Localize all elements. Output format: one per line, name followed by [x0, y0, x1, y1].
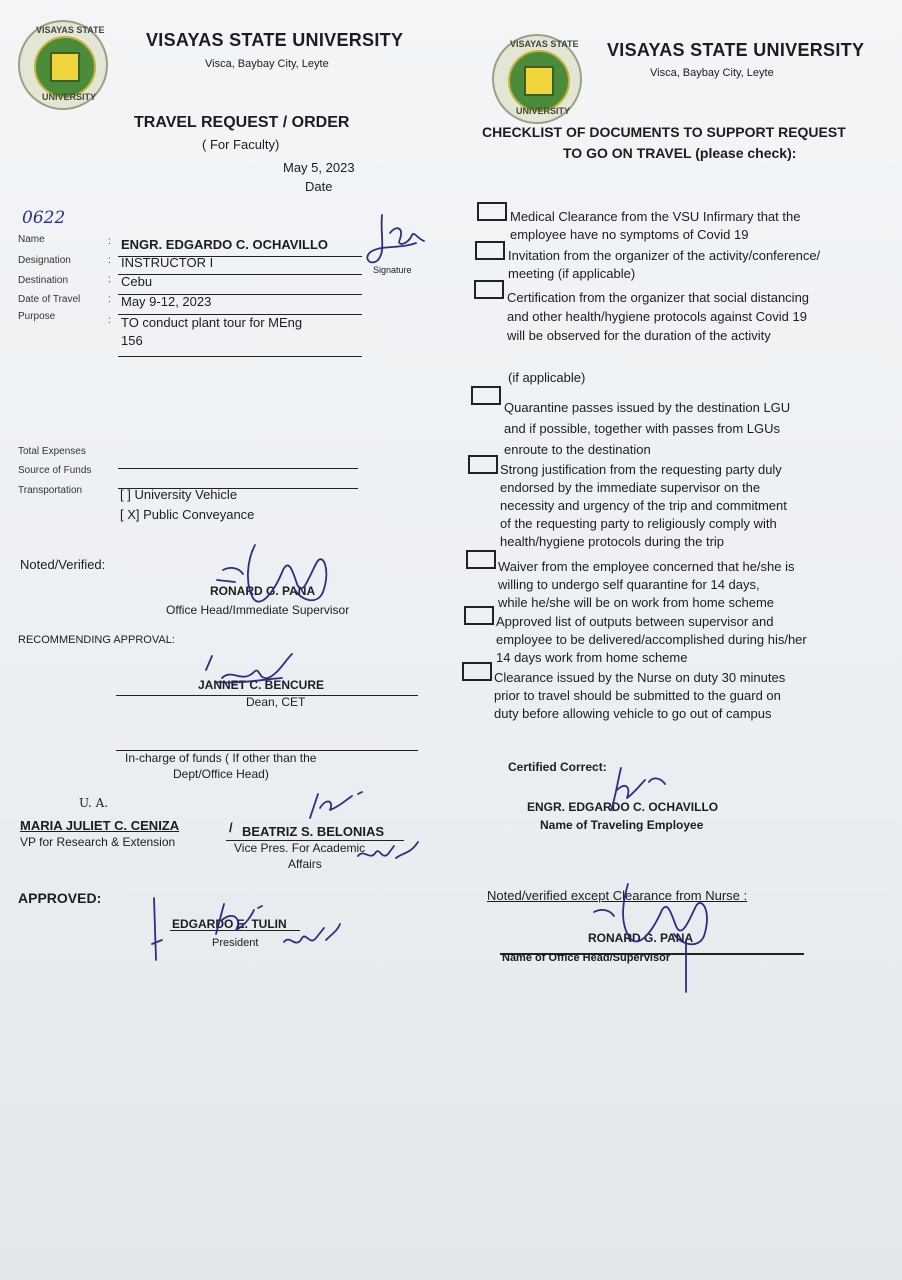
checkbox-strong-justification[interactable] [468, 455, 498, 474]
item-invitation [508, 247, 820, 283]
signature-label: Signature [373, 265, 412, 275]
dean-name: JANNET C. BENCURE [198, 678, 325, 692]
item-line: Waiver from the employee concerned that he/she is [498, 559, 795, 574]
checkbox-waiver[interactable] [466, 550, 496, 569]
transport-public-conveyance: [ X] Public Conveyance [120, 507, 255, 522]
noted-signature [205, 540, 340, 615]
item-line: willing to undergo self quarantine for 14 days, [498, 577, 760, 592]
vp-academic-initial [352, 838, 427, 868]
seal-emblem [524, 66, 554, 96]
seal-emblem [50, 52, 80, 82]
date-of-travel-label: Date of Travel [18, 294, 81, 305]
name-label: Name [18, 234, 45, 245]
purpose-line [118, 356, 362, 357]
noted-verified-label: Noted/Verified: [20, 557, 106, 572]
item-line: duty before allowing vehicle to go out of campus [494, 706, 772, 721]
president-name: EDGARDO E. TULIN [172, 917, 287, 931]
seal-text-bottom: UNIVERSITY [42, 92, 97, 102]
item-line: Strong justification from the requesting party duly [500, 462, 782, 477]
noted-supervisor-title: Office Head/Immediate Supervisor [166, 603, 350, 617]
office-head-name: RONARD G. PANA [588, 931, 694, 945]
vp-slash: / [229, 820, 233, 835]
item-line: prior to travel should be submitted to the guard on [494, 688, 781, 703]
vp-academic-name: BEATRIZ S. BELONIAS [242, 824, 385, 839]
traveling-employee-name: ENGR. EDGARDO C. OCHAVILLO [527, 800, 719, 814]
incharge-funds-label-line2: Dept/Office Head) [173, 767, 269, 781]
dean-signature [198, 650, 298, 695]
purpose-value-line2: 156 [121, 333, 143, 348]
checklist-title-line1: CHECKLIST OF DOCUMENTS TO SUPPORT REQUEST [482, 124, 846, 140]
item-line: Invitation from the organizer of the activity/conference/ [508, 248, 821, 263]
request-date: May 5, 2023 [283, 160, 355, 175]
item-line: Medical Clearance from the VSU Infirmary that the [510, 209, 801, 224]
checkbox-nurse-clearance[interactable] [462, 662, 492, 681]
vp-research-signature [300, 780, 370, 825]
source-of-funds-label: Source of Funds [18, 465, 92, 476]
university-seal-left [18, 20, 108, 110]
transportation-label: Transportation [18, 485, 83, 496]
office-head-signature [590, 880, 750, 995]
item-line: Approved list of outputs between supervisor and [496, 614, 774, 629]
seal-text-top: VISAYAS STATE [36, 25, 105, 35]
item-line: and if possible, together with passes from LGUs [504, 421, 781, 436]
item-approved-outputs [496, 613, 807, 667]
item-line: and other health/hygiene protocols against Covid 19 [507, 309, 807, 324]
vp-academic-title-line1: Vice Pres. For Academic [234, 841, 366, 855]
item-line: Certification from the organizer that social distancing [507, 290, 810, 305]
item-line: will be observed for the duration of the activity [507, 328, 771, 343]
date-of-travel-value: May 9-12, 2023 [121, 294, 212, 309]
checkbox-quarantine-passes[interactable] [471, 386, 501, 405]
destination-value: Cebu [121, 274, 153, 289]
office-head-caption: Name of Office Head/Supervisor [502, 952, 671, 964]
travel-request-form: VISAYAS STATE UNIVERSITY VISAYAS STATE UNIVERSITY Visca, Baybay City, Leyte TRAVEL REQUEST / ORDER ( For Faculty) May 5, 2023 Date 0622 Name : ENGR. EDGARDO C. OCHAVILLO Designation : INSTRUCTOR I Signature Destination : Cebu Date of Travel : May 9-12, 2023 Purpose : TO conduct plant tour for MEng 156 Total Expenses Source of Funds Transportation [ ] University Vehicle [ X] Public Conveyance Noted/Verified: RONARD G. PANA Office Head/Immediate Supervisor RECOMMENDING APPROVAL: JANNET C. BENCURE Dean, CET In-charge of funds ( If other than the Dept/Office Head) U. A. MARIA JULIET C. CENIZA / BEATRIZ S. BELONIAS VP for Research & Extension Vice Pres. For Academic Affairs APPROVED: EDGARDO E. TULIN President VISAYAS STATE UNIVERSITY VISAYAS STATE UNIVERSITY Visca, Baybay City, Leyte CHECKLIST OF DOCUMENTS TO SUPPORT REQUEST TO GO ON TRAVEL (please check): Medical Clearance from the VSU Infirmary that the employee have no symptoms of Covid 19 Invitation from the organizer of the activity/conference/ meeting (if applicable) Certification from the organizer that social distancing and other health/hygiene protocols against Covid 19 will be observed for the duration of the activity (if applicable) Quarantine passes issued by the destination LGU and if possible, together with passes from LGUs enroute to the destination Strong justification from the requesting party duly endorsed by the immediate supervisor on the necessity and urgency of the trip and commitment of the requesting party to religiously comply with health/hygiene protocols during the trip Waiver from the employee concerned that he/she is willing to undergo self quarantine for 14 days, while he/she will be on work from home scheme Approved list of outputs between supervisor and employee to be delivered/accomplished during his/her 14 days work from home scheme Clearance issued by the Nurse on duty 30 minutes prior to travel should be submitted to the guard on duty before allowing vehicle to go out of campus Certified Correct: ENGR. EDGARDO C. OCHAVILLO Name of Traveling Employee Noted/verified except Clearance from Nurse : RONARD G. PANA Name of Office Head/Supervisor [0, 0, 902, 1280]
incharge-funds-label-line1: In-charge of funds ( If other than the [125, 751, 317, 765]
item-line: of the requesting party to religiously comply with [500, 516, 777, 531]
ua-note: U. A. [79, 796, 109, 810]
recommending-approval-label: RECOMMENDING APPROVAL: [18, 634, 175, 646]
checkbox-approved-outputs[interactable] [464, 606, 494, 625]
dean-title: Dean, CET [246, 695, 306, 709]
checkbox-certification[interactable] [474, 280, 504, 299]
noted-supervisor-name: RONARD G. PANA [210, 584, 316, 598]
form-subtitle: ( For Faculty) [202, 137, 280, 152]
item-line: 14 days work from home scheme [496, 650, 688, 665]
item-strong-justification [500, 461, 787, 551]
total-expenses-label: Total Expenses [18, 446, 86, 457]
item-line: employee have no symptoms of Covid 19 [510, 227, 749, 242]
item-line: endorsed by the immediate supervisor on the [500, 480, 761, 495]
name-value: ENGR. EDGARDO C. OCHAVILLO [121, 237, 329, 252]
item-line: health/hygiene protocols during the trip [500, 534, 725, 549]
item-quarantine-passes [504, 397, 790, 460]
designation-line [118, 274, 362, 275]
approved-label: APPROVED: [18, 890, 102, 906]
vp-research-name: MARIA JULIET C. CENIZA [20, 818, 180, 833]
item-line: employee to be delivered/accomplished during his/her [496, 632, 807, 647]
university-name-right: VISAYAS STATE UNIVERSITY [607, 40, 865, 60]
destination-label: Destination [18, 275, 69, 286]
item-nurse-clearance [494, 669, 785, 723]
vp-academic-title-line2: Affairs [288, 857, 322, 871]
president-title: President [212, 937, 259, 949]
employee-signature [605, 764, 675, 814]
vp-research-title: VP for Research & Extension [20, 835, 176, 849]
item-line: Clearance issued by the Nurse on duty 30 minutes [494, 670, 786, 685]
designation-value: INSTRUCTOR I [121, 255, 214, 270]
item-line: Quarantine passes issued by the destination LGU [504, 400, 791, 415]
traveling-employee-caption: Name of Traveling Employee [540, 818, 704, 832]
item-line: necessity and urgency of the trip and commitment [500, 498, 787, 513]
purpose-value-line1: TO conduct plant tour for MEng [121, 315, 303, 330]
university-seal-right [492, 34, 582, 124]
noted-except-label: Noted/verified except Clearance from Nurse : [487, 888, 748, 903]
seal-text-top: VISAYAS STATE [510, 39, 579, 49]
transport-university-vehicle: [ ] University Vehicle [120, 487, 238, 502]
certified-correct-label: Certified Correct: [508, 760, 607, 774]
university-address-left: Visca, Baybay City, Leyte [205, 58, 329, 70]
control-number: 0622 [22, 208, 66, 228]
if-applicable-note: (if applicable) [508, 370, 586, 385]
purpose-label: Purpose [18, 311, 56, 322]
date-label: Date [305, 179, 333, 194]
form-title: TRAVEL REQUEST / ORDER [134, 114, 350, 131]
item-line: meeting (if applicable) [508, 266, 636, 281]
seal-text-bottom: UNIVERSITY [516, 106, 571, 116]
applicant-signature [360, 205, 435, 275]
item-waiver [498, 558, 795, 612]
checkbox-invitation[interactable] [475, 241, 505, 260]
item-line: enroute to the destination [504, 442, 651, 457]
university-name-left: VISAYAS STATE UNIVERSITY [146, 30, 404, 50]
total-expenses-line [118, 468, 358, 469]
item-certification [507, 288, 809, 345]
checkbox-medical-clearance[interactable] [477, 202, 507, 221]
designation-label: Designation [18, 255, 71, 266]
president-signature [144, 880, 344, 970]
university-address-right: Visca, Baybay City, Leyte [650, 67, 774, 79]
checklist-title-line2: TO GO ON TRAVEL (please check): [563, 145, 797, 161]
item-line: while he/she will be on work from home scheme [498, 595, 775, 610]
item-medical-clearance [510, 208, 800, 244]
